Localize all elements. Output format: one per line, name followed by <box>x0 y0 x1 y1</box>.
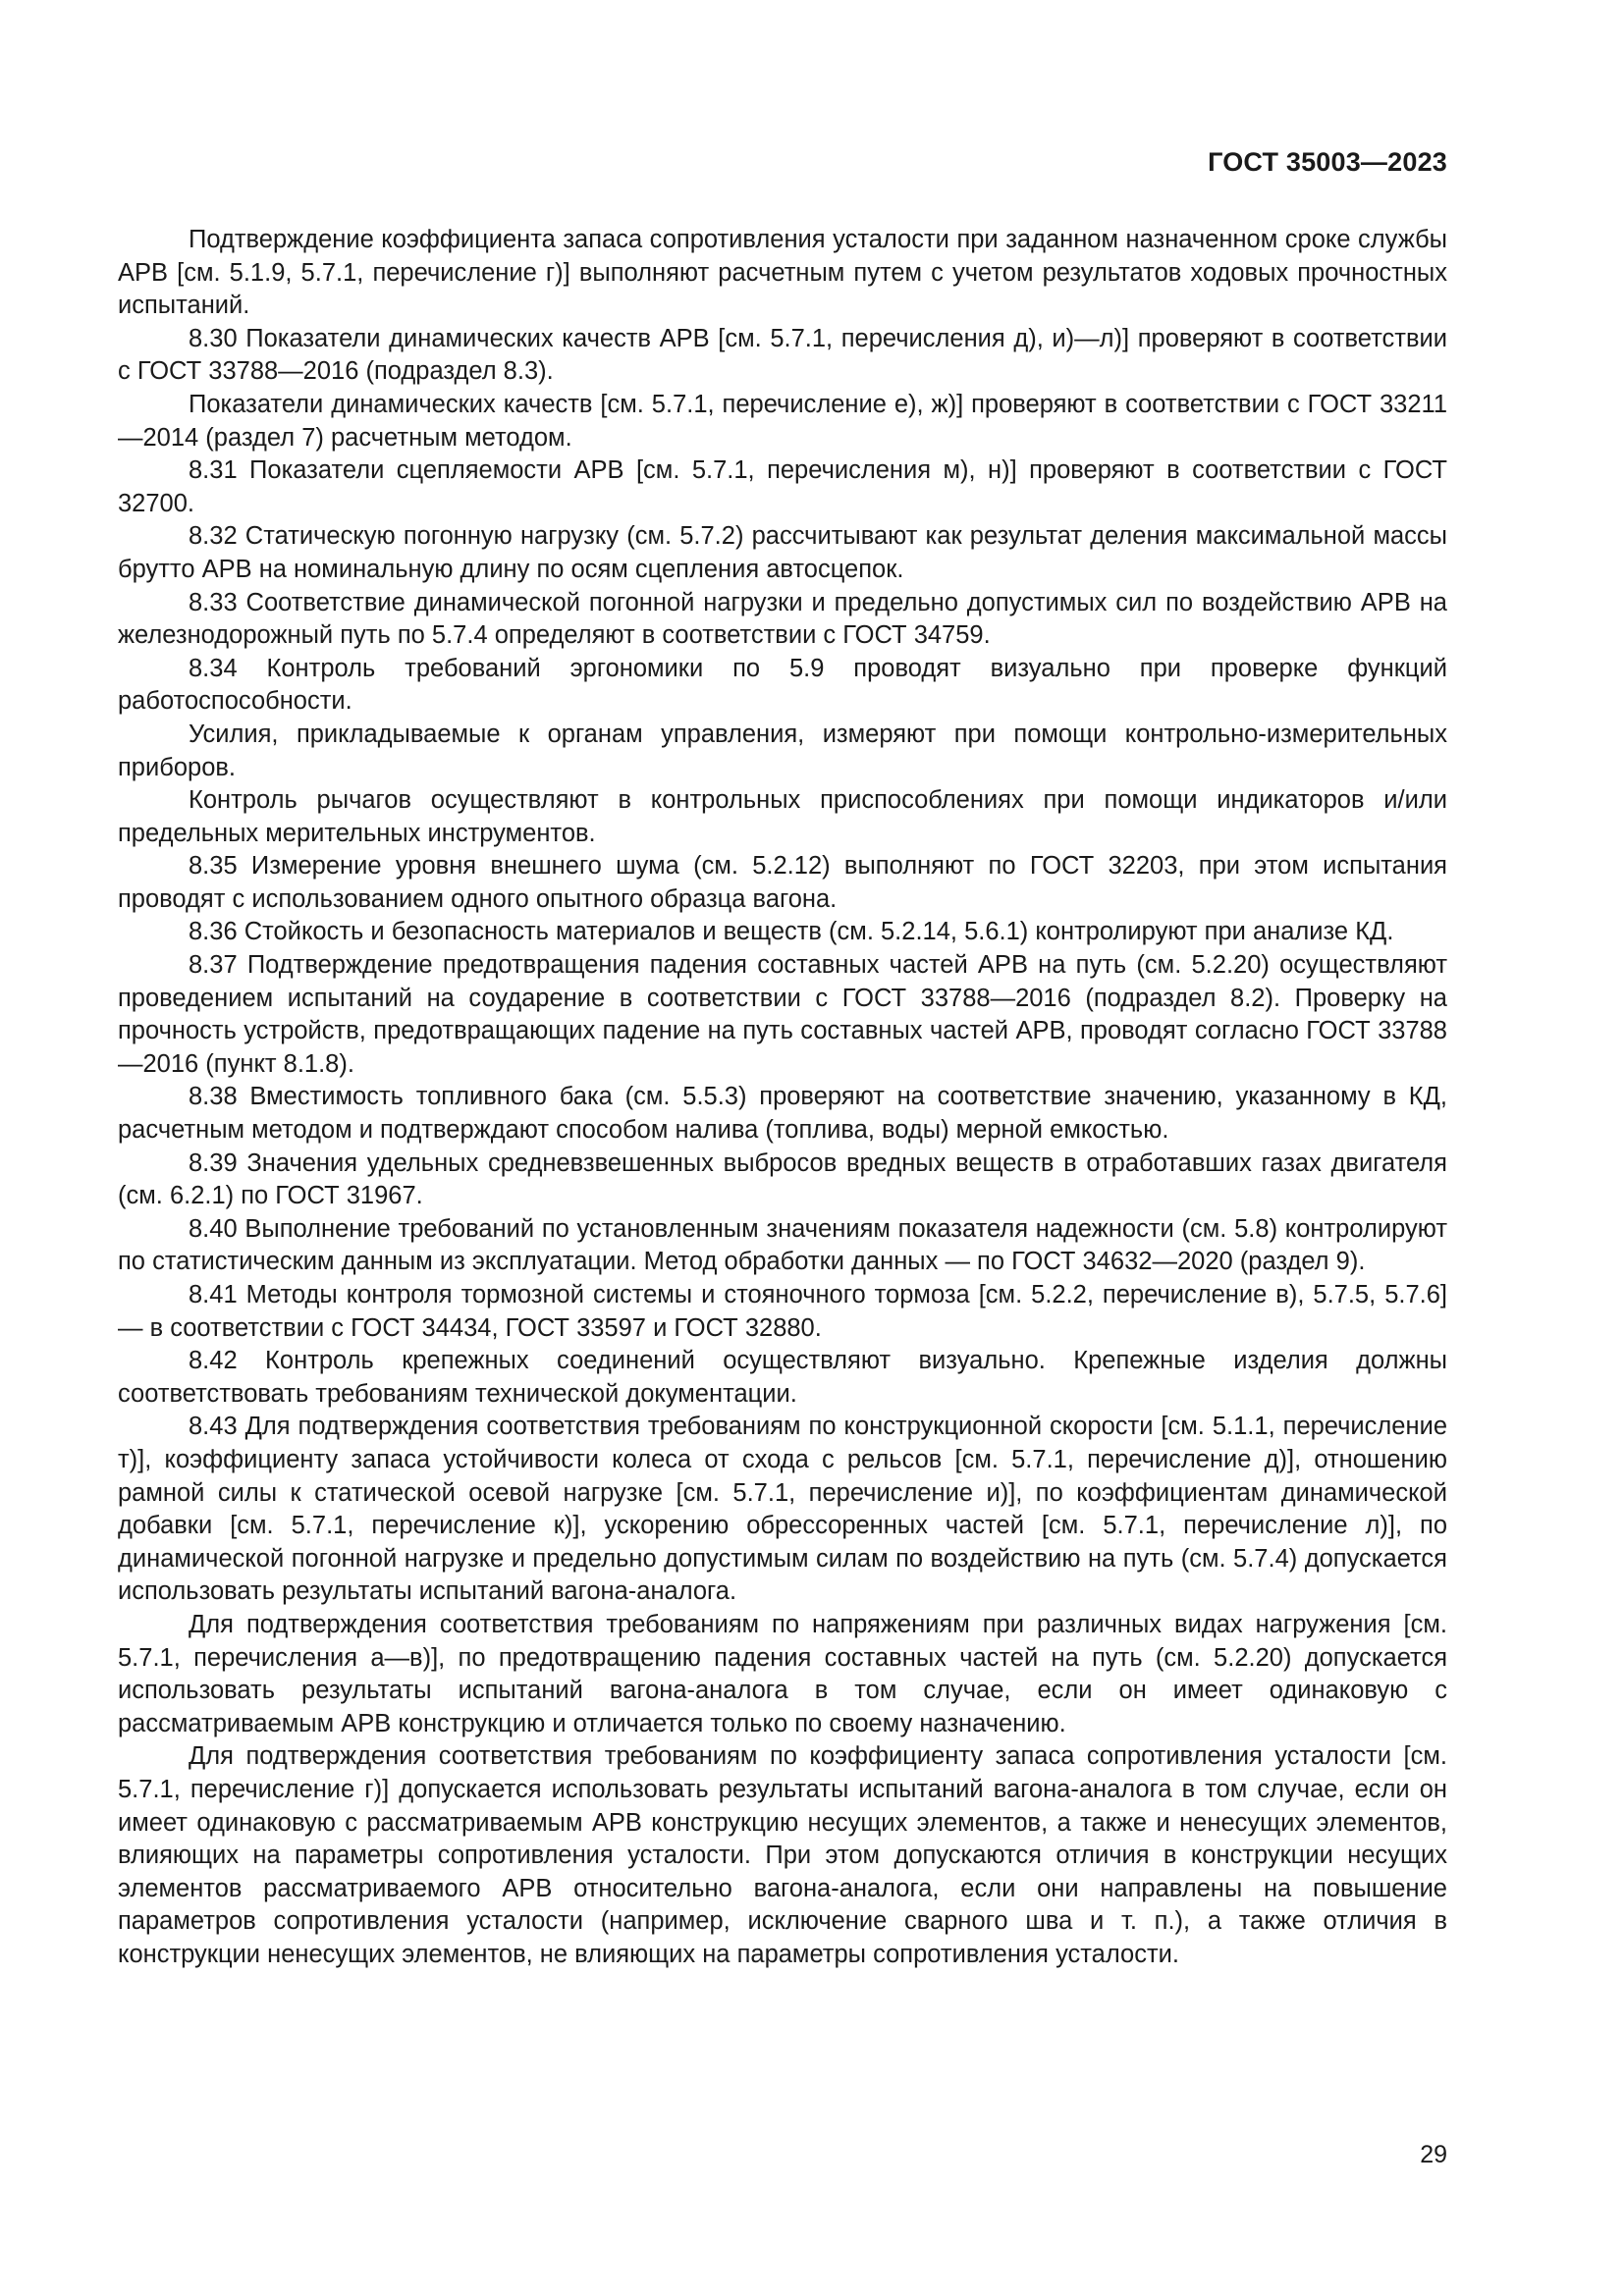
paragraph: 8.31 Показатели сцепляемости АРВ [см. 5.7.1, перечисления м), н)] проверяют в соответствии с ГОСТ 32700. <box>118 456 1447 517</box>
paragraph: 8.34 Контроль требований эргономики по 5.9 проводят визуально при проверке функций работоспособности. <box>118 654 1447 716</box>
paragraph: Для подтверждения соответствия требованиям по напряжениям при различных видах нагружения [см. 5.7.1, перечисления а—в)], по предотвращению падения составных частей на путь (см. 5.2.20) допускается использовать результаты испытаний вагона-аналога в том случае, если он имеет одинаковую с рассматриваемым АРВ конструкцию и отличается только по своему назначению. <box>118 1610 1447 1737</box>
paragraph: 8.36 Стойкость и безопасность материалов и веществ (см. 5.2.14, 5.6.1) контролируют при анализе КД. <box>189 918 1394 946</box>
paragraph: 8.43 Для подтверждения соответствия требованиям по конструкционной скорости [см. 5.1.1, перечисление т)], коэффициенту запаса устойчивости колеса от схода с рельсов [см. 5.7.1, перечисление д)], отношению рамной силы к статической осевой нагрузке [см. 5.7.1, перечисление и)], по коэффициентам динамической добавки [см. 5.7.1, перечисление к)], ускорению обрессоренных частей [см. 5.7.1, перечисление л)], по динамической погонной нагрузке и предельно допустимым силам по воздействию на путь (см. 5.7.4) допускается использовать результаты испытаний вагона-аналога. <box>118 1413 1447 1606</box>
paragraph: Усилия, прикладываемые к органам управления, измеряют при помощи контрольно-измерительных приборов. <box>118 720 1447 781</box>
paragraph: 8.33 Соответствие динамической погонной нагрузки и предельно допустимых сил по воздействию АРВ на железнодорожный путь по 5.7.4 определяют в соответствии с ГОСТ 34759. <box>118 588 1447 650</box>
paragraph: 8.32 Статическую погонную нагрузку (см. 5.7.2) рассчитывают как результат деления максимальной массы брутто АРВ на номинальную длину по осям сцепления автосцепок. <box>118 522 1447 583</box>
paragraph: 8.39 Значения удельных средневзвешенных выбросов вредных веществ в отработавших газах двигателя (см. 6.2.1) по ГОСТ 31967. <box>118 1148 1447 1210</box>
page-number: 29 <box>1420 2141 1447 2168</box>
paragraph: Показатели динамических качеств [см. 5.7.1, перечисление е), ж)] проверяют в соответствии с ГОСТ 33211—2014 (раздел 7) расчетным методом. <box>118 390 1447 452</box>
paragraph: Для подтверждения соответствия требованиям по коэффициенту запаса сопротивления усталости [см. 5.7.1, перечисление г)] допускается использовать результаты испытаний вагона-аналога в том случае, если он имеет одинаковую с рассматриваемым АРВ конструкцию несущих элементов, а также и ненесущих элементов, влияющих на параметры сопротивления усталости. При этом допускаются отличия в конструкции несущих элементов рассматриваемого АРВ относительно вагона-аналога, если они направлены на повышение параметров сопротивления усталости (например, исключение сварного шва и т. п.), а также отличия в конструкции ненесущих элементов, не влияющих на параметры сопротивления усталости. <box>118 1742 1447 1968</box>
paragraph: 8.42 Контроль крепежных соединений осуществляют визуально. Крепежные изделия должны соответствовать требованиям технической документации. <box>118 1347 1447 1408</box>
paragraph: Подтверждение коэффициента запаса сопротивления усталости при заданном назначенном сроке службы АРВ [см. 5.1.9, 5.7.1, перечисление г)] выполняют расчетным путем с учетом результатов ходовых прочностных испытаний. <box>118 226 1447 320</box>
paragraph: 8.35 Измерение уровня внешнего шума (см. 5.2.12) выполняют по ГОСТ 32203, при этом испытания проводят с использованием одного опытного образца вагона. <box>118 852 1447 913</box>
paragraph: 8.41 Методы контроля тормозной системы и стояночного тормоза [см. 5.2.2, перечисление в), 5.7.5, 5.7.6] — в соответствии с ГОСТ 34434, ГОСТ 33597 и ГОСТ 32880. <box>118 1281 1447 1342</box>
paragraph: Контроль рычагов осуществляют в контрольных приспособлениях при помощи индикаторов и/или предельных мерительных инструментов. <box>118 786 1447 847</box>
paragraph: 8.40 Выполнение требований по установленным значениям показателя надежности (см. 5.8) контролируют по статистическим данным из эксплуатации. Метод обработки данных — по ГОСТ 34632—2020 (раздел 9). <box>118 1214 1447 1276</box>
paragraph: 8.37 Подтверждение предотвращения падения составных частей АРВ на путь (см. 5.2.20) осуществляют проведением испытаний на соударение в соответствии с ГОСТ 33788—2016 (подраздел 8.2). Проверку на прочность устройств, предотвращающих падение на путь составных частей АРВ, проводят согласно ГОСТ 33788—2016 (пункт 8.1.8). <box>118 951 1447 1078</box>
paragraph: 8.38 Вместимость топливного бака (см. 5.5.3) проверяют на соответствие значению, указанному в КД, расчетным методом и подтверждают способом налива (топлива, воды) мерной емкостью. <box>118 1083 1447 1145</box>
paragraph: 8.30 Показатели динамических качеств АРВ [см. 5.7.1, перечисления д), и)—л)] проверяют в соответствии с ГОСТ 33788—2016 (подраздел 8.3). <box>118 324 1447 386</box>
document-code: ГОСТ 35003—2023 <box>1208 147 1447 177</box>
document-body <box>118 224 1447 1971</box>
